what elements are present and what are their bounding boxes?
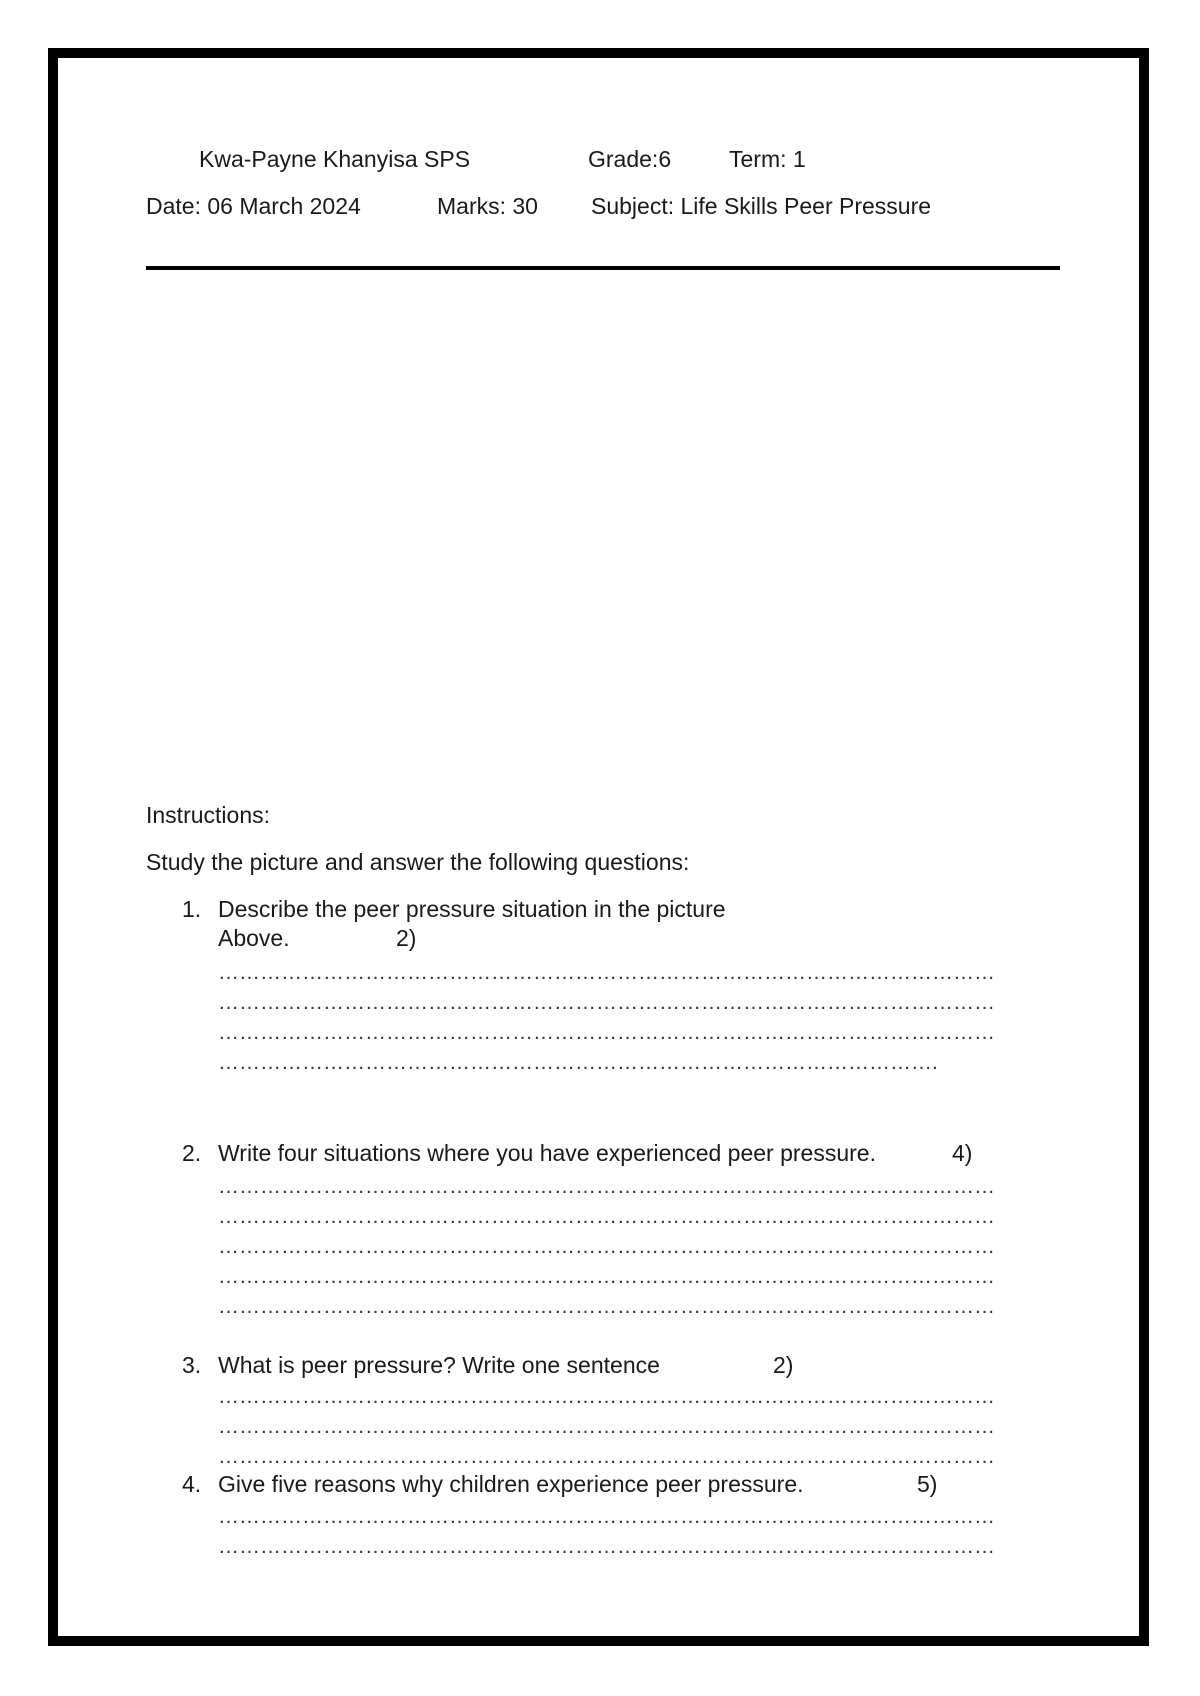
answer-line[interactable]: …………………………………………………………………………………………………: [218, 1446, 995, 1467]
question-text: Give five reasons why children experience peer pressure.: [218, 1471, 804, 1497]
answer-line[interactable]: …………………………………………………………………………………………………: [218, 1236, 995, 1257]
answer-line[interactable]: …………………………………………………………………………………………………: [218, 1506, 995, 1527]
school-name: Kwa-Payne Khanyisa SPS: [199, 146, 471, 172]
answer-line[interactable]: …………………………………………………………………………………………………: [218, 1536, 995, 1557]
question-marks: 2): [773, 1352, 794, 1378]
question-text: Write four situations where you have experienced peer pressure.: [218, 1140, 876, 1166]
instructions-text: Study the picture and answer the following questions:: [146, 849, 690, 875]
question-number: 1.: [182, 896, 202, 922]
question-marks: 4): [952, 1140, 973, 1166]
answer-line[interactable]: …………………………………………………………………………………………………: [218, 1416, 995, 1437]
subject: Subject: Life Skills Peer Pressure: [591, 193, 932, 219]
header-divider: [146, 266, 1060, 270]
answer-line[interactable]: …………………………………………………………………………………………………: [218, 1022, 995, 1043]
date: Date: 06 March 2024: [146, 193, 361, 219]
question-marks: 5): [917, 1471, 938, 1497]
answer-line[interactable]: …………………………………………………………………………………………………: [218, 1296, 995, 1317]
answer-line[interactable]: …………………………………………………………………………………………………: [218, 1266, 995, 1287]
question-marks: 2): [396, 925, 417, 951]
instructions-heading: Instructions:: [146, 802, 270, 828]
marks: Marks: 30: [437, 193, 538, 219]
answer-line[interactable]: …………………………………………………………………………………………………: [218, 962, 995, 983]
term: Term: 1: [729, 146, 806, 172]
answer-line[interactable]: ………………………………………………………………………………………….: [218, 1052, 938, 1073]
answer-line[interactable]: …………………………………………………………………………………………………: [218, 992, 995, 1013]
question-text: What is peer pressure? Write one sentence: [218, 1352, 660, 1378]
grade: Grade:6: [588, 146, 672, 172]
question-number: 2.: [182, 1140, 202, 1166]
answer-line[interactable]: …………………………………………………………………………………………………: [218, 1176, 995, 1197]
question-number: 4.: [182, 1471, 202, 1497]
question-text: Describe the peer pressure situation in the picture: [218, 896, 726, 922]
answer-line[interactable]: …………………………………………………………………………………………………: [218, 1386, 995, 1407]
answer-line[interactable]: …………………………………………………………………………………………………: [218, 1206, 995, 1227]
question-text-continued: Above.: [218, 925, 290, 951]
question-number: 3.: [182, 1352, 202, 1378]
